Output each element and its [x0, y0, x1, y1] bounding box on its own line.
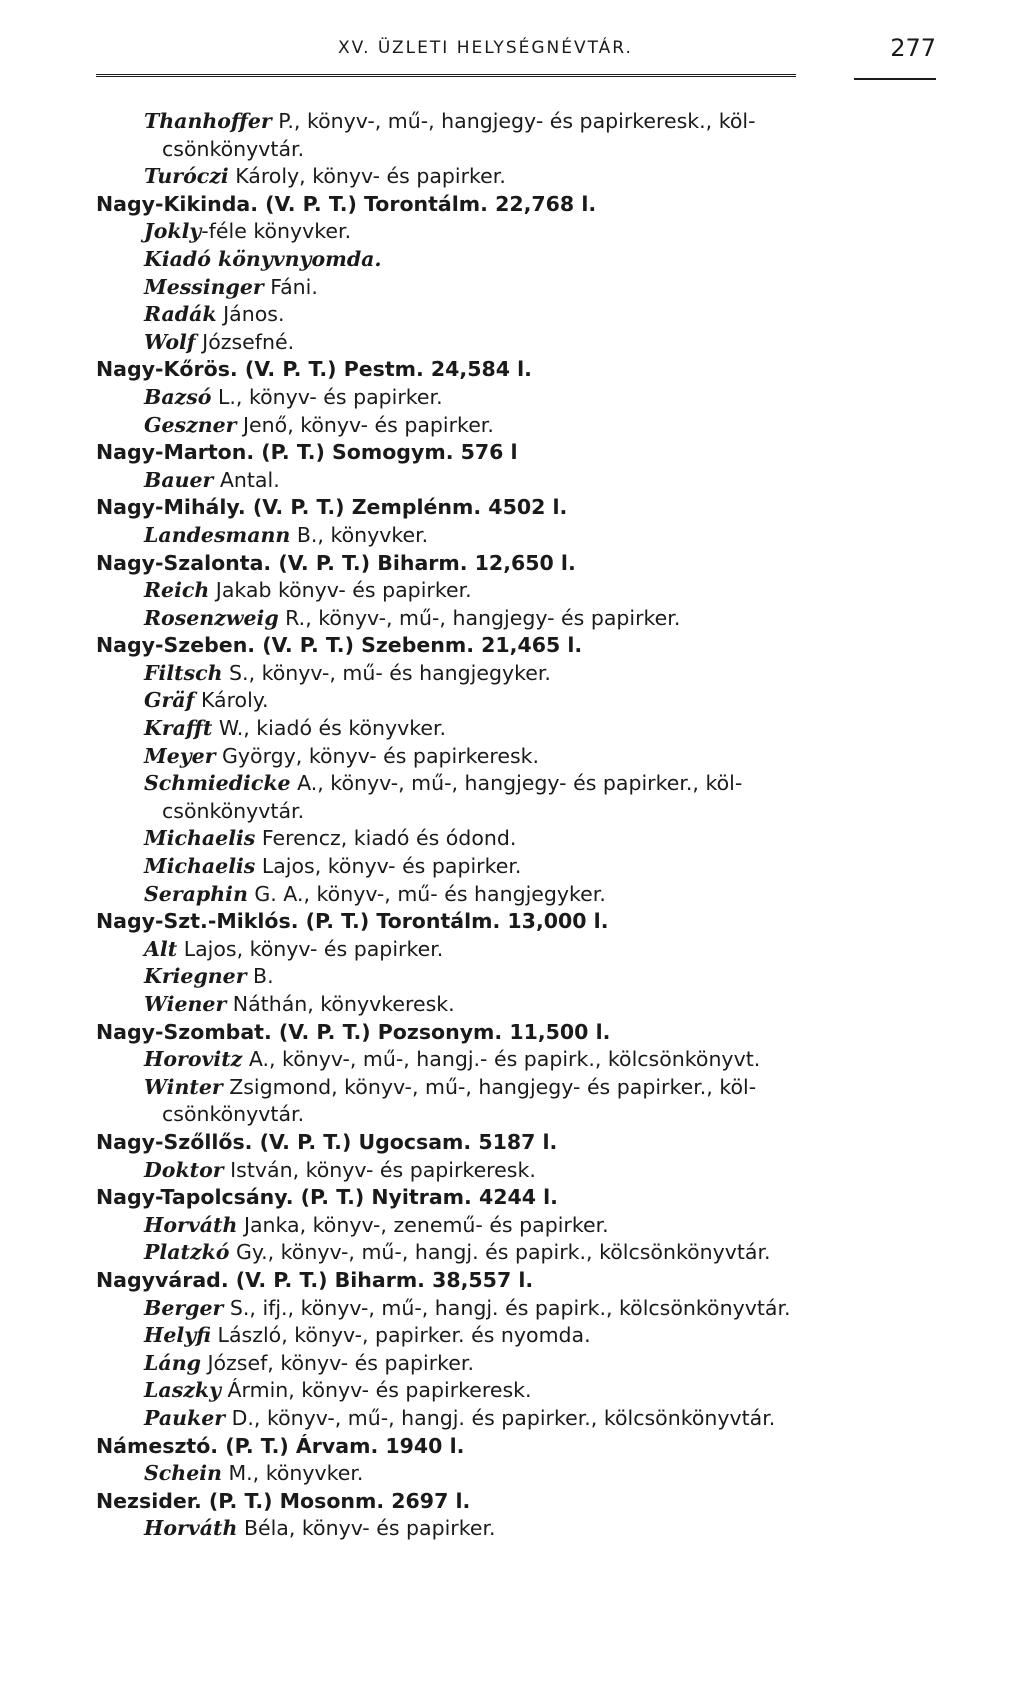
dealer-entry — [96, 1405, 936, 1433]
place-details: Nagy-Marton. (P. T.) Somogym. 576 l — [96, 440, 518, 465]
dealer-name: Wolf — [144, 329, 196, 354]
place-details: Nezsider. (P. T.) Mosonm. 2697 l. — [96, 1488, 471, 1513]
entry-text: László, könyv-, papirker. és nyomda. — [211, 1323, 591, 1348]
dealer-name: Horovitz — [144, 1047, 243, 1072]
place-heading — [96, 1433, 936, 1461]
entry-text: Gy., könyv-, mű-, hangj. és papirk., kölcsönkönyvtár. — [229, 1240, 771, 1265]
place-heading — [96, 550, 936, 578]
place-heading — [96, 1019, 936, 1047]
place-heading — [96, 908, 936, 936]
dealer-name: Pauker — [144, 1405, 226, 1430]
dealer-name: Schmiedicke — [144, 771, 291, 796]
entry-text: Jenő, könyv- és papirker. — [236, 412, 494, 437]
entry-text: G. A., könyv-, mű- és hangjegyker. — [247, 881, 606, 906]
dealer-name: Meyer — [144, 743, 216, 768]
dealer-entry — [96, 715, 936, 743]
dealer-entry — [96, 246, 936, 274]
dealer-name: Laszky — [144, 1378, 221, 1403]
entry-text: István, könyv- és papirkeresk. — [223, 1157, 536, 1182]
dealer-name: Filtsch — [144, 660, 223, 685]
entry-text: Ferencz, kiadó és ódond. — [255, 826, 517, 851]
dealer-entry — [96, 467, 936, 495]
dealer-name: Kriegner — [144, 964, 247, 989]
header-rule-right — [854, 78, 936, 80]
dealer-name: Schein — [144, 1461, 222, 1486]
dealer-entry — [96, 1322, 936, 1350]
page-number: 277 — [890, 34, 936, 62]
place-heading — [96, 439, 936, 467]
dealer-entry — [96, 660, 936, 688]
entry-text: Lajos, könyv- és papirker. — [177, 936, 444, 961]
place-heading — [96, 1488, 936, 1516]
dealer-entry — [96, 991, 936, 1019]
dealer-name: Horváth — [144, 1516, 238, 1541]
place-details: Nagy-Szőllős. (V. P. T.) Ugocsam. 5187 l. — [96, 1129, 558, 1154]
dealer-name: Doktor — [144, 1157, 224, 1182]
dealer-entry — [96, 743, 936, 771]
entry-text: György, könyv- és papirkeresk. — [215, 743, 540, 768]
entry-text: csönkönyvtár. — [162, 1102, 305, 1127]
dealer-name: Helyfi — [144, 1323, 212, 1348]
dealer-entry — [96, 1295, 936, 1323]
dealer-entry — [96, 577, 936, 605]
dealer-entry — [96, 1046, 936, 1074]
dealer-entry — [96, 1377, 936, 1405]
dealer-entry — [96, 412, 936, 440]
entry-text: D., könyv-, mű-, hangj. és papirker., kölcsönkönyvtár. — [225, 1405, 776, 1430]
entry-text: A., könyv-, mű-, hangj.- és papirk., kölcsönkönyvt. — [242, 1047, 761, 1072]
place-details: Nagy-Mihály. (V. P. T.) Zemplénm. 4502 l. — [96, 495, 568, 520]
entry-text: csönkönyvtár. — [162, 798, 305, 823]
dealer-name: Láng — [144, 1350, 201, 1375]
entry-continuation — [96, 1101, 936, 1129]
dealer-entry — [96, 301, 936, 329]
entry-text: P., könyv-, mű-, hangjegy- és papirkeresk., köl- — [271, 109, 756, 133]
dealer-name: Alt — [144, 936, 178, 961]
dealer-name: Michaelis — [144, 826, 256, 851]
dealer-entry — [96, 1157, 936, 1185]
dealer-name: Messinger — [144, 274, 264, 299]
entry-text: Károly, könyv- és papirker. — [228, 164, 506, 189]
entry-text: Józsefné. — [195, 329, 295, 354]
place-heading — [96, 356, 936, 384]
dealer-name: Thanhoffer — [144, 109, 272, 133]
dealer-entry — [96, 1460, 936, 1488]
place-heading — [96, 191, 936, 219]
entry-text: B., könyvker. — [290, 522, 429, 547]
entry-text: József, könyv- és papirker. — [200, 1350, 474, 1375]
dealer-entry — [96, 825, 936, 853]
dealer-entry — [96, 163, 936, 191]
entry-text: Náthán, könyvkeresk. — [226, 992, 455, 1016]
entry-text: S., könyv-, mű- és hangjegyker. — [222, 660, 551, 685]
dealer-entry — [96, 770, 936, 798]
dealer-name: Reich — [144, 578, 210, 603]
dealer-name: Wiener — [144, 992, 227, 1016]
entry-text: Ármin, könyv- és papirkeresk. — [221, 1378, 532, 1403]
dealer-name: Gräf — [144, 688, 195, 713]
dealer-entry — [96, 1350, 936, 1378]
dealer-name: Landesmann — [144, 522, 291, 547]
dealer-entry — [96, 1515, 936, 1543]
dealer-entry — [96, 274, 936, 302]
dealer-name: Kiadó könyvnyomda. — [144, 246, 382, 271]
entry-text: -féle könyvker. — [201, 219, 352, 244]
header-rule-left — [96, 74, 796, 77]
dealer-name: Platzkó — [144, 1240, 230, 1265]
dealer-name: Rosenzweig — [144, 605, 279, 630]
dealer-name: Seraphin — [144, 881, 248, 906]
page-header — [96, 34, 936, 74]
dealer-name: Radák — [144, 302, 217, 327]
entry-text: Fáni. — [263, 274, 318, 299]
place-heading — [96, 1129, 936, 1157]
place-heading — [96, 1184, 936, 1212]
place-heading — [96, 632, 936, 660]
entry-text: M., könyvker. — [221, 1461, 364, 1486]
dealer-name: Geszner — [144, 412, 237, 437]
dealer-name: Bazsó — [144, 384, 212, 409]
place-heading — [96, 1267, 936, 1295]
dealer-entry — [96, 936, 936, 964]
place-details: Nagy-Szeben. (V. P. T.) Szebenm. 21,465 l. — [96, 633, 583, 658]
entry-text: csönkönyvtár. — [162, 136, 305, 161]
dealer-name: Bauer — [144, 467, 214, 492]
place-details: Nagy-Szalonta. (V. P. T.) Biharm. 12,650 l. — [96, 550, 576, 575]
entry-text: L., könyv- és papirker. — [211, 384, 443, 409]
dealer-name: Michaelis — [144, 854, 256, 879]
entry-text: Lajos, könyv- és papirker. — [255, 854, 522, 879]
place-details: Nagy-Tapolcsány. (P. T.) Nyitram. 4244 l. — [96, 1185, 558, 1210]
entry-text: S., ifj., könyv-, mű-, hangj. és papirk., kölcsönkönyvtár. — [223, 1295, 791, 1320]
entry-text: W., kiadó és könyvker. — [212, 716, 447, 741]
entry-text: Károly. — [194, 688, 269, 713]
dealer-entry — [96, 108, 936, 136]
entry-text: Zsigmond, könyv-, mű-, hangjegy- és papirker., köl- — [222, 1074, 757, 1099]
dealer-entry — [96, 329, 936, 357]
entry-continuation — [96, 136, 936, 164]
dealer-entry — [96, 384, 936, 412]
entry-text: Janka, könyv-, zenemű- és papirker. — [237, 1212, 609, 1237]
running-title: XV. ÜZLETI HELYSÉGNÉVTÁR. — [338, 38, 633, 58]
entry-text: A., könyv-, mű-, hangjegy- és papirker., köl- — [290, 771, 743, 796]
dealer-entry — [96, 963, 936, 991]
entry-text: B. — [246, 964, 274, 989]
dealer-entry — [96, 1239, 936, 1267]
dealer-entry — [96, 1212, 936, 1240]
entry-text: Jakab könyv- és papirker. — [209, 578, 472, 603]
entry-text: Béla, könyv- és papirker. — [237, 1516, 496, 1541]
dealer-name: Jokly — [144, 219, 202, 244]
place-details: Nagy-Szt.-Miklós. (P. T.) Torontálm. 13,000 l. — [96, 909, 609, 934]
place-details: Nagyvárad. (V. P. T.) Biharm. 38,557 l. — [96, 1267, 534, 1292]
place-details: Námesztó. (P. T.) Árvam. 1940 l. — [96, 1433, 465, 1458]
entry-text: János. — [216, 302, 285, 327]
dealer-name: Winter — [144, 1074, 223, 1099]
entry-text: R., könyv-, mű-, hangjegy- és papirker. — [278, 605, 681, 630]
dealer-entry — [96, 687, 936, 715]
place-details: Nagy-Kőrös. (V. P. T.) Pestm. 24,584 l. — [96, 357, 532, 382]
entry-continuation — [96, 798, 936, 826]
dealer-name: Berger — [144, 1295, 224, 1320]
directory-entries — [96, 108, 936, 1543]
dealer-name: Krafft — [144, 716, 213, 741]
place-details: Nagy-Szombat. (V. P. T.) Pozsonym. 11,500 l. — [96, 1019, 611, 1044]
dealer-entry — [96, 853, 936, 881]
dealer-name: Turóczi — [144, 164, 229, 189]
dealer-name: Horváth — [144, 1212, 238, 1237]
dealer-entry — [96, 605, 936, 633]
dealer-entry — [96, 218, 936, 246]
dealer-entry — [96, 1074, 936, 1102]
dealer-entry — [96, 522, 936, 550]
place-heading — [96, 494, 936, 522]
entry-text: Antal. — [213, 467, 280, 492]
dealer-entry — [96, 881, 936, 909]
place-details: Nagy-Kikinda. (V. P. T.) Torontálm. 22,768 l. — [96, 191, 597, 216]
